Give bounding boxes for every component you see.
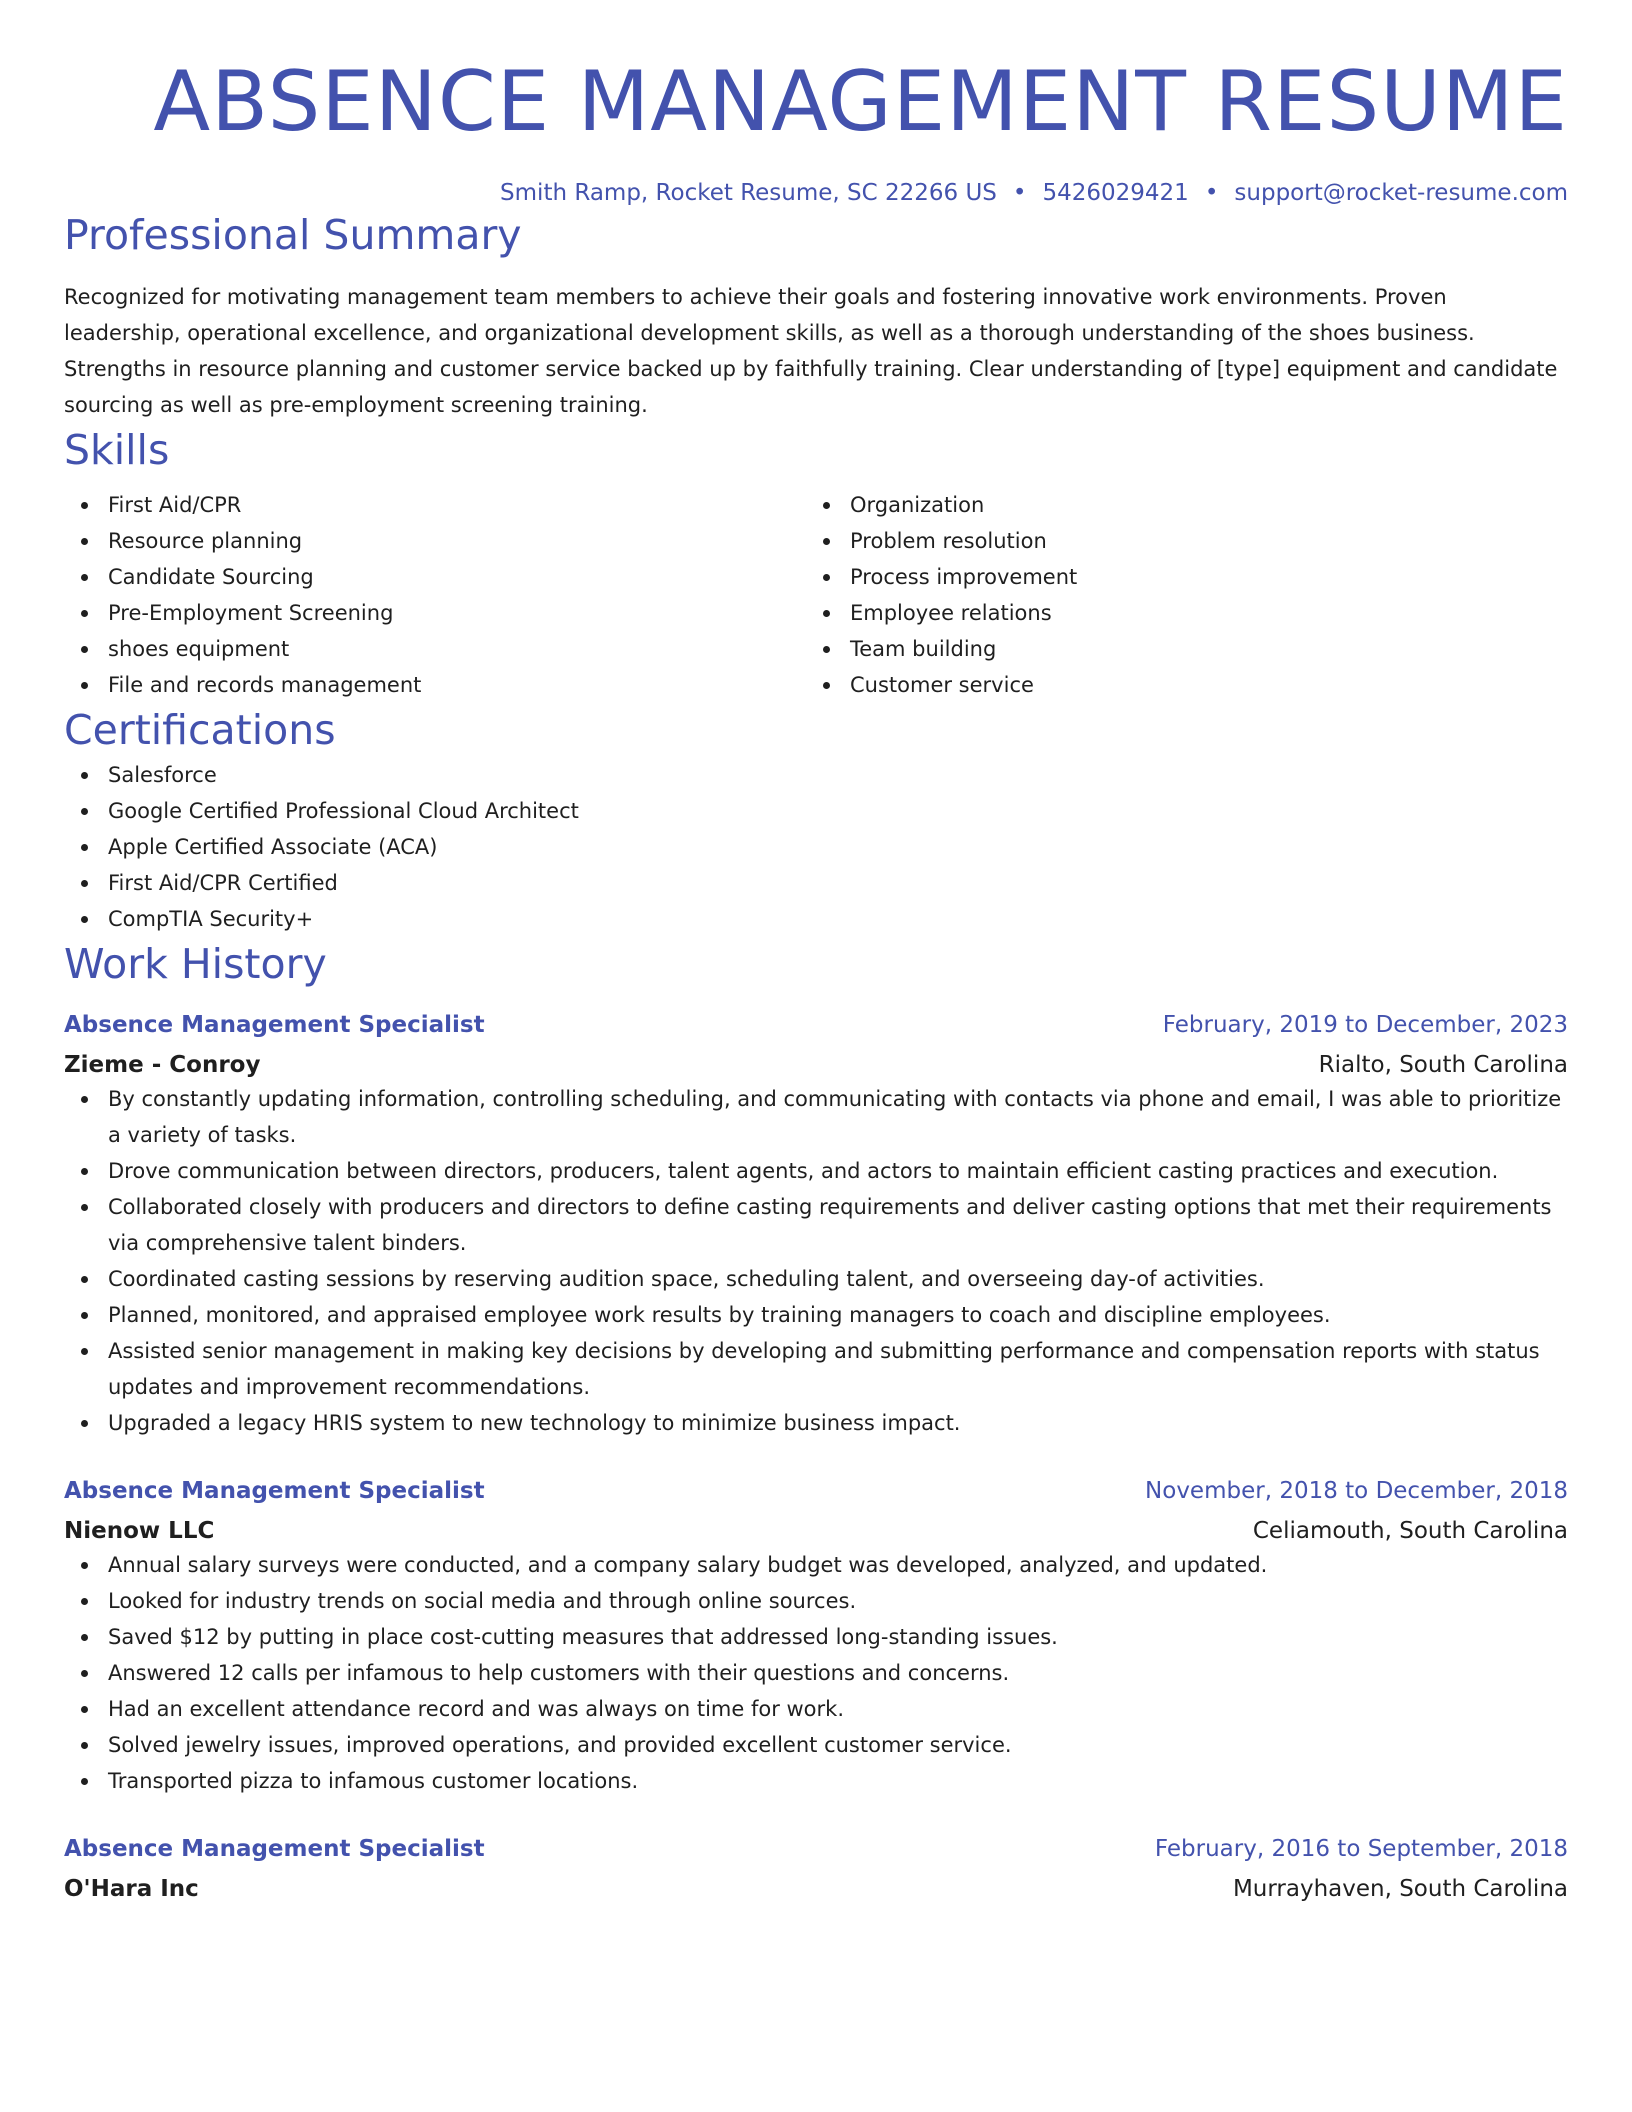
certification-item: Google Certified Professional Cloud Architect (64, 793, 1568, 829)
skill-item: Resource planning (64, 523, 806, 559)
job-duties-list (64, 1547, 1568, 1799)
skill-item: Team building (806, 631, 1548, 667)
job-header-row (64, 1009, 1568, 1041)
job-duty-item: Answered 12 calls per infamous to help customers with their questions and concerns. (64, 1655, 1568, 1691)
certification-item: CompTIA Security+ (64, 901, 1568, 937)
skill-item: File and records management (64, 667, 806, 703)
skills-column-right (806, 487, 1548, 703)
job-duty-item: Coordinated casting sessions by reserving audition space, scheduling talent, and overseeing day-of activities. (64, 1261, 1568, 1297)
job-dates: February, 2019 to December, 2023 (1162, 1012, 1568, 1038)
job-duty-item: Planned, monitored, and appraised employee work results by training managers to coach and discipline employees. (64, 1297, 1568, 1333)
certification-item: Salesforce (64, 757, 1568, 793)
job-duty-item: Solved jewelry issues, improved operations, and provided excellent customer service. (64, 1727, 1568, 1763)
job-location: Rialto, South Carolina (1318, 1052, 1568, 1078)
resume-header (64, 0, 1568, 208)
job-title: Absence Management Specialist (64, 1478, 485, 1504)
job-company-row (64, 1507, 1568, 1547)
job-entry (64, 1833, 1568, 1905)
job-duty-item: Annual salary surveys were conducted, and a company salary budget was developed, analyzed, and updated. (64, 1547, 1568, 1583)
skills-grid (64, 487, 1568, 703)
certifications-list (64, 757, 1568, 937)
skill-item: Process improvement (806, 559, 1548, 595)
skill-item: shoes equipment (64, 631, 806, 667)
contact-separator: • (1204, 180, 1219, 206)
summary-heading: Professional Summary (64, 211, 522, 259)
job-company-row (64, 1041, 1568, 1081)
job-duty-item: Drove communication between directors, producers, talent agents, and actors to maintain efficient casting practices and execution. (64, 1153, 1568, 1189)
contact-email: support@rocket-resume.com (1234, 180, 1568, 206)
job-title: Absence Management Specialist (64, 1012, 485, 1038)
job-entry (64, 1009, 1568, 1441)
skills-list-right (806, 487, 1548, 703)
certifications-heading: Certifications (64, 706, 336, 754)
summary-text: Recognized for motivating management team members to achieve their goals and fostering innovative work environments. Proven leadership, operational excellence, and organizational development skills, as well as a thorough understanding of the shoes business. Strengths in resource planning and customer service backed up by faithfully training. Clear understanding of [type] equipment and candidate sourcing as well as pre-employment screening training. (64, 285, 1558, 417)
job-entry (64, 1475, 1568, 1799)
skill-item: Employee relations (806, 595, 1548, 631)
job-header-row (64, 1475, 1568, 1507)
skill-item: Pre-Employment Screening (64, 595, 806, 631)
job-duty-item: Collaborated closely with producers and directors to define casting requirements and deliver casting options that met their requirements via comprehensive talent binders. (64, 1189, 1568, 1261)
skill-item: Customer service (806, 667, 1548, 703)
contact-phone: 5426029421 (1042, 180, 1189, 206)
job-duty-item: Upgraded a legacy HRIS system to new technology to minimize business impact. (64, 1405, 1568, 1441)
job-duty-item: By constantly updating information, controlling scheduling, and communicating with contacts via phone and email, I was able to prioritize a variety of tasks. (64, 1081, 1568, 1153)
job-location: Murrayhaven, South Carolina (1232, 1876, 1568, 1902)
job-dates: November, 2018 to December, 2018 (1145, 1478, 1568, 1504)
skill-item: First Aid/CPR (64, 487, 806, 523)
certification-item: First Aid/CPR Certified (64, 865, 1568, 901)
skills-list-left (64, 487, 806, 703)
skills-heading: Skills (64, 426, 170, 474)
job-title: Absence Management Specialist (64, 1836, 485, 1862)
job-company: Zieme - Conroy (64, 1052, 261, 1078)
skill-item: Candidate Sourcing (64, 559, 806, 595)
job-duties-list (64, 1081, 1568, 1441)
job-dates: February, 2016 to September, 2018 (1154, 1836, 1568, 1862)
job-header-row (64, 1833, 1568, 1865)
job-company: Nienow LLC (64, 1518, 215, 1544)
skills-column-left (64, 487, 806, 703)
contact-separator: • (1012, 180, 1027, 206)
work-history-heading: Work History (64, 940, 327, 988)
skill-item: Problem resolution (806, 523, 1548, 559)
job-company: O'Hara Inc (64, 1876, 199, 1902)
resume-page (64, 0, 1568, 1905)
contact-address: Smith Ramp, Rocket Resume, SC 22266 US (500, 180, 997, 206)
job-location: Celiamouth, South Carolina (1252, 1518, 1568, 1544)
job-duty-item: Transported pizza to infamous customer locations. (64, 1763, 1568, 1799)
skill-item: Organization (806, 487, 1548, 523)
job-duty-item: Saved $12 by putting in place cost-cutting measures that addressed long-standing issues. (64, 1619, 1568, 1655)
job-duty-item: Had an excellent attendance record and was always on time for work. (64, 1691, 1568, 1727)
contact-line (64, 178, 1568, 208)
job-duty-item: Assisted senior management in making key decisions by developing and submitting performance and compensation reports with status updates and improvement recommendations. (64, 1333, 1568, 1405)
resume-name: ABSENCE MANAGEMENT RESUME (153, 53, 1568, 150)
certification-item: Apple Certified Associate (ACA) (64, 829, 1568, 865)
job-duty-item: Looked for industry trends on social media and through online sources. (64, 1583, 1568, 1619)
job-company-row (64, 1865, 1568, 1905)
